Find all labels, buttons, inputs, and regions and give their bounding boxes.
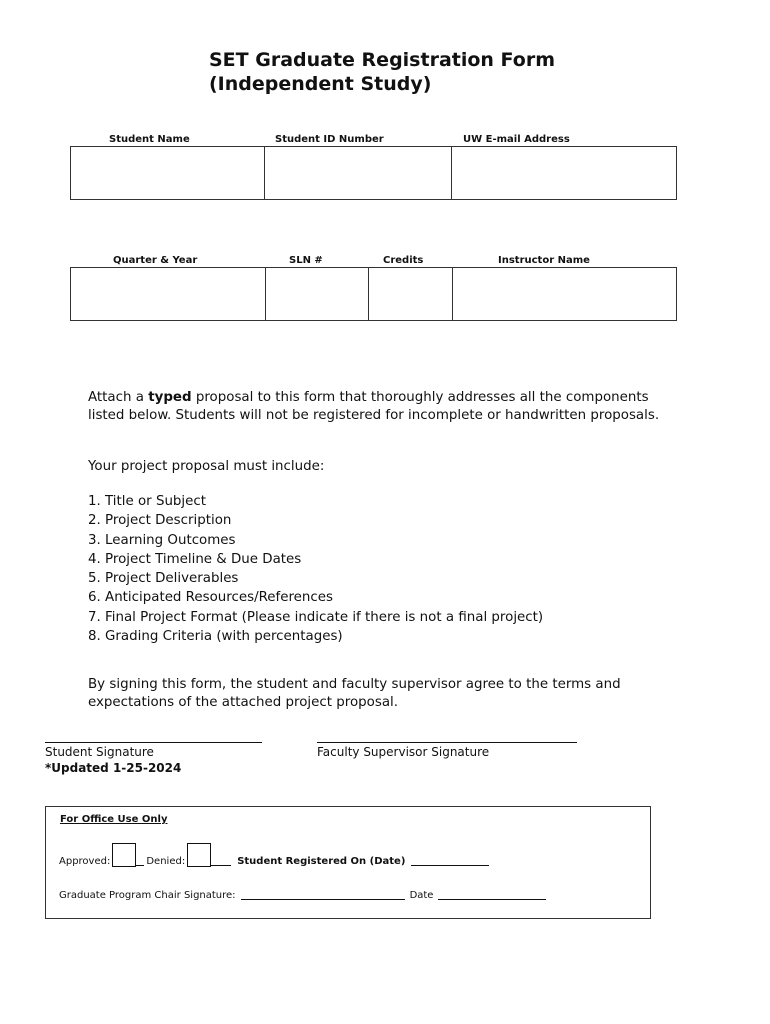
student-name-field[interactable] [71,147,265,200]
list-item: 2. Project Description [88,513,232,529]
form-title [209,48,555,96]
student-signature-line[interactable] [45,742,262,743]
list-item: 4. Project Timeline & Due Dates [88,551,302,567]
chair-signature-row [59,890,546,903]
chair-signature-field[interactable] [241,899,405,900]
requirements-list [88,492,543,646]
approved-blank [136,865,144,866]
denied-label: Denied: [146,856,186,867]
list-item: 3. Learning Outcomes [88,532,236,548]
sln-field[interactable] [266,268,369,321]
proposal-instructions [88,389,688,425]
credits-field[interactable] [369,268,453,321]
registered-on-label: Student Registered On (Date) [237,856,406,867]
header-instructor-name: Instructor Name [498,255,590,266]
chair-signature-label: Graduate Program Chair Signature: [59,890,236,901]
approved-label: Approved: [59,856,111,867]
faculty-signature-label: Faculty Supervisor Signature [317,745,490,759]
denied-blank [211,865,231,866]
include-heading: Your project proposal must include: [88,459,325,474]
instructions-emphasis: typed [148,390,192,405]
student-id-field[interactable] [265,147,452,200]
form-title-line2: (Independent Study) [209,73,432,95]
agreement-text: By signing this form, the student and faculty supervisor agree to the terms and expectations of the attached project proposal. [88,677,621,710]
list-item: 7. Final Project Format (Please indicate if there is not a final project) [88,609,544,625]
office-use-box [45,806,651,919]
approval-row [59,843,489,869]
header-quarter-year: Quarter & Year [113,255,198,266]
updated-date: *Updated 1-25-2024 [45,761,182,775]
course-info-table [70,267,677,321]
registered-date-field[interactable] [411,865,489,866]
header-sln: SLN # [289,255,323,266]
approved-checkbox[interactable] [112,843,136,867]
list-item: 8. Grading Criteria (with percentages) [88,629,343,645]
student-signature-label: Student Signature [45,745,154,759]
faculty-signature-line[interactable] [317,742,577,743]
chair-date-field[interactable] [438,899,546,900]
quarter-year-field[interactable] [71,268,266,321]
header-uw-email: UW E-mail Address [463,134,570,145]
denied-checkbox[interactable] [187,843,211,867]
uw-email-field[interactable] [452,147,677,200]
instructions-prefix: Attach a [88,390,149,405]
instructor-name-field[interactable] [453,268,677,321]
form-title-line1: SET Graduate Registration Form [209,49,555,71]
header-student-name: Student Name [109,134,190,145]
list-item: 6. Anticipated Resources/References [88,590,333,606]
list-item: 1. Title or Subject [88,494,206,509]
header-credits: Credits [383,255,424,266]
student-info-table [70,146,677,200]
header-student-id: Student ID Number [275,134,384,145]
chair-date-label: Date [409,890,434,901]
instructions-suffix: proposal to this form that thoroughly addresses all the components listed below. Students will not be registered for incomplete or handwritten proposals. [88,390,660,423]
office-use-title: For Office Use Only [60,814,168,825]
list-item: 5. Project Deliverables [88,571,239,587]
